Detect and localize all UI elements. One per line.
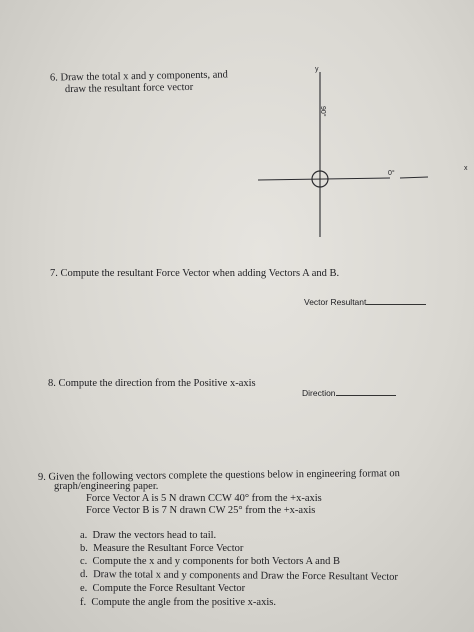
q9-item-text: Draw the total x and y components and Draw the Force Resultant Vector (93, 569, 398, 583)
q9-item-a (80, 530, 216, 541)
question-6-number: 6. (49, 72, 58, 84)
q9-item-f (80, 597, 276, 608)
q9-item-e (80, 583, 245, 594)
question-9-line-2: graph/engineering paper. (54, 481, 159, 492)
angle-90-label: 90° (319, 106, 326, 117)
y-axis-label: y (315, 66, 319, 73)
question-7-text: Compute the resultant Force Vector when adding Vectors A and B. (60, 268, 340, 279)
q9-item-letter: d. (79, 569, 88, 581)
q9-item-letter: c. (80, 556, 88, 567)
direction-label: Direction (302, 388, 336, 398)
q9-item-text: Draw the vectors head to tail. (92, 530, 217, 541)
q9-item-letter: f. (80, 597, 87, 608)
angle-0-label: 0° (388, 170, 395, 177)
q9-item-b (80, 543, 243, 554)
question-9-line-1: Given the following vectors complete the questions below in engineering format on (48, 468, 400, 483)
q9-item-text: Compute the angle from the positive x-axis. (91, 597, 276, 608)
force-vector-a: Force Vector A is 5 N drawn CCW 40° from the +x-axis (86, 493, 322, 504)
question-6-line-2: draw the resultant force vector (64, 81, 194, 96)
q9-item-d (80, 569, 398, 583)
vector-resultant-answer (304, 297, 426, 307)
q9-item-text: Compute the Force Resultant Vector (92, 583, 246, 594)
question-7-number: 7. (50, 268, 58, 279)
q9-item-text: Compute the x and y components for both Vectors A and B (92, 556, 340, 567)
question-8-number: 8. (48, 378, 56, 389)
q9-item-c (80, 556, 340, 567)
force-vector-b: Force Vector B is 7 N drawn CW 25° from the +x-axis (86, 505, 316, 516)
question-6-line-1: Draw the total x and y components, and (60, 69, 228, 84)
axes-diagram (250, 60, 450, 245)
q9-item-letter: a. (80, 530, 88, 541)
x-axis-line-right (400, 177, 428, 178)
x-axis-line-left (258, 178, 390, 180)
question-9-number: 9. (37, 471, 46, 483)
question-8 (48, 378, 256, 389)
q9-item-letter: b. (80, 543, 88, 554)
vector-resultant-label: Vector Resultant (304, 297, 367, 307)
x-axis-label: x (464, 165, 468, 172)
question-8-text: Compute the direction from the Positive x-axis (58, 378, 256, 389)
question-6 (50, 69, 228, 83)
question-7 (50, 268, 339, 279)
q9-item-text: Measure the Resultant Force Vector (93, 543, 244, 554)
vector-resultant-blank[interactable] (366, 304, 426, 305)
q9-item-letter: e. (80, 583, 88, 594)
direction-answer (302, 388, 396, 398)
direction-blank[interactable] (336, 395, 396, 396)
